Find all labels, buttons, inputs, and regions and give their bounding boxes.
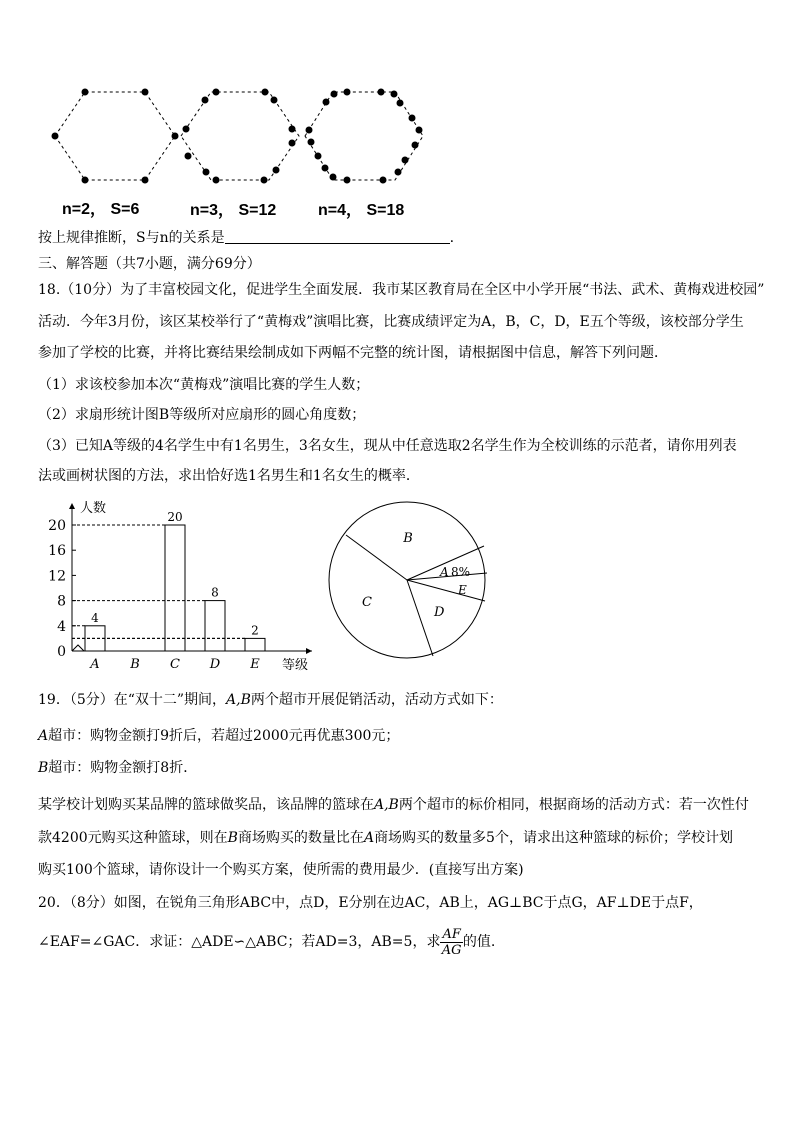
q19-a-label: A	[38, 728, 49, 744]
hex-label-n4: n=4， S=18	[318, 202, 405, 219]
q19-intro	[38, 690, 503, 710]
pie-label-c: C	[362, 595, 372, 610]
answer-blank	[225, 229, 450, 244]
y-axis-label: 人数	[80, 501, 107, 516]
q19-para-line3: 购买100个篮球，请你设计一个购买方案，使所需的费用最少．(直接写出方案)	[38, 862, 524, 878]
q19-ab-2: A,B	[374, 797, 399, 813]
q19-p1a: 某学校计划购买某品牌的篮球做奖品，该品牌的篮球在	[38, 797, 374, 813]
q19-intro-b: 两个超市开展促销活动，活动方式如下：	[250, 692, 503, 708]
x-tick-label: E	[250, 657, 260, 672]
q19-p2a: 款4200元购买这种篮球，则在	[38, 830, 228, 846]
hexagon-patterns	[0, 0, 794, 200]
q19-para-line2	[38, 828, 733, 848]
q20-line2-end: 的值.	[462, 934, 496, 950]
q18-sub3-line2: 法或画树状图的方法，求出恰好选1名男生和1名女生的概率．	[38, 468, 420, 484]
q19-a-inline: A	[363, 830, 375, 846]
y-tick-label: 20	[48, 518, 66, 534]
q17-conclusion	[38, 228, 454, 248]
hexagon-n2	[55, 92, 175, 180]
pie-label-e: E	[458, 583, 467, 597]
q18-sub3-line1: （3）已知A等级的4名学生中有1名男生，3名女生，现从中任意选取2名学生作为全校训练的示范者，请你用列表	[38, 438, 737, 454]
q19-para-line1	[38, 795, 749, 815]
bar-value-label: 2	[251, 623, 259, 638]
fraction-denominator: AG	[441, 942, 462, 958]
fraction-numerator: AF	[442, 926, 461, 942]
q19-intro-a: 19．（5分）在“双十二”期间，	[38, 692, 227, 708]
q19-a-rule	[38, 726, 399, 746]
q18-sub2: （2）求扇形统计图B等级所对应扇形的圆心角度数；	[38, 407, 366, 423]
bar-value-label: 20	[167, 510, 183, 524]
bar	[165, 525, 185, 651]
y-tick-label: 16	[48, 543, 66, 560]
bar-chart	[30, 498, 330, 678]
q18-line2: 活动．今年3月份，该区某校举行了“黄梅戏”演唱比赛，比赛成绩评定为A，B，C，D，E五个等级，该校部分学生	[38, 314, 744, 330]
hexagon-n3	[181, 92, 299, 180]
y-tick-label: 8	[57, 593, 66, 610]
x-axis-label: 等级	[282, 658, 309, 673]
pie-label-d: D	[434, 605, 445, 620]
x-tick-label: C	[170, 657, 180, 672]
axis-break	[72, 645, 84, 651]
q19-b-text: 超市：购物金额打8折．	[48, 760, 198, 776]
q18-line1: 18.（10分）为了丰富校园文化，促进学生全面发展．我市某区教育局在全区中小学开展“书法、武术、黄梅戏进校园”	[38, 282, 765, 298]
section3-heading: 三、解答题（共7小题，满分69分）	[38, 256, 261, 272]
y-tick-label: 0	[57, 644, 66, 660]
q17-end: .	[449, 230, 455, 246]
pie-label-a-percent: 8%	[451, 565, 471, 579]
q20-line1: 20．（8分）如图，在锐角三角形ABC中，点D，E分别在边AC，AB上，AG⊥BC于点G，AF⊥DE于点F，	[38, 895, 703, 911]
q18-sub1: （1）求该校参加本次“黄梅戏”演唱比赛的学生人数；	[38, 377, 370, 393]
q19-b-inline: B	[227, 830, 238, 846]
q17-text: 按上规律推断，S与n的关系是	[38, 230, 225, 246]
fraction-af-ag	[440, 927, 462, 958]
hex-label-n3: n=3， S=12	[190, 202, 277, 219]
pie-label-a: A	[440, 565, 449, 579]
q19-p1b: 两个超市的标价相同，根据商场的活动方式：若一次性付	[398, 797, 749, 813]
bar-value-label: 8	[211, 585, 219, 600]
q19-p2b: 商场购买的数量比在	[237, 830, 364, 846]
pie-chart	[322, 498, 492, 678]
x-tick-label: D	[209, 657, 221, 672]
hex-label-n2: n=2， S=6	[62, 201, 140, 218]
bar	[205, 601, 225, 651]
bar	[245, 638, 265, 651]
q20-line2-text: ∠EAF=∠GAC．求证：△ADE∽△ABC；若AD=3，AB=5，求	[38, 934, 441, 950]
y-axis-arrow	[69, 503, 75, 509]
q18-line3: 参加了学校的比赛，并将比赛结果绘制成如下两幅不完整的统计图，请根据图中信息，解答下列问题．	[38, 345, 668, 361]
x-axis-arrow	[306, 648, 312, 654]
q19-a-text: 超市：购物金额打9折后，若超过2000元再优惠300元；	[48, 728, 400, 744]
q19-b-label: B	[38, 760, 49, 776]
x-tick-label: B	[130, 657, 140, 672]
y-tick-label: 12	[48, 568, 66, 585]
q19-b-rule	[38, 758, 197, 778]
q19-ab: A,B	[226, 692, 251, 708]
q19-p2c: 商场购买的数量多5个，请求出这种篮球的标价；学校计划	[374, 830, 733, 846]
bar-value-label: 4	[91, 610, 99, 625]
y-tick-label: 4	[57, 618, 66, 635]
x-tick-label: A	[90, 657, 100, 672]
pie-label-b: B	[403, 531, 413, 546]
q20-line2	[38, 922, 495, 962]
